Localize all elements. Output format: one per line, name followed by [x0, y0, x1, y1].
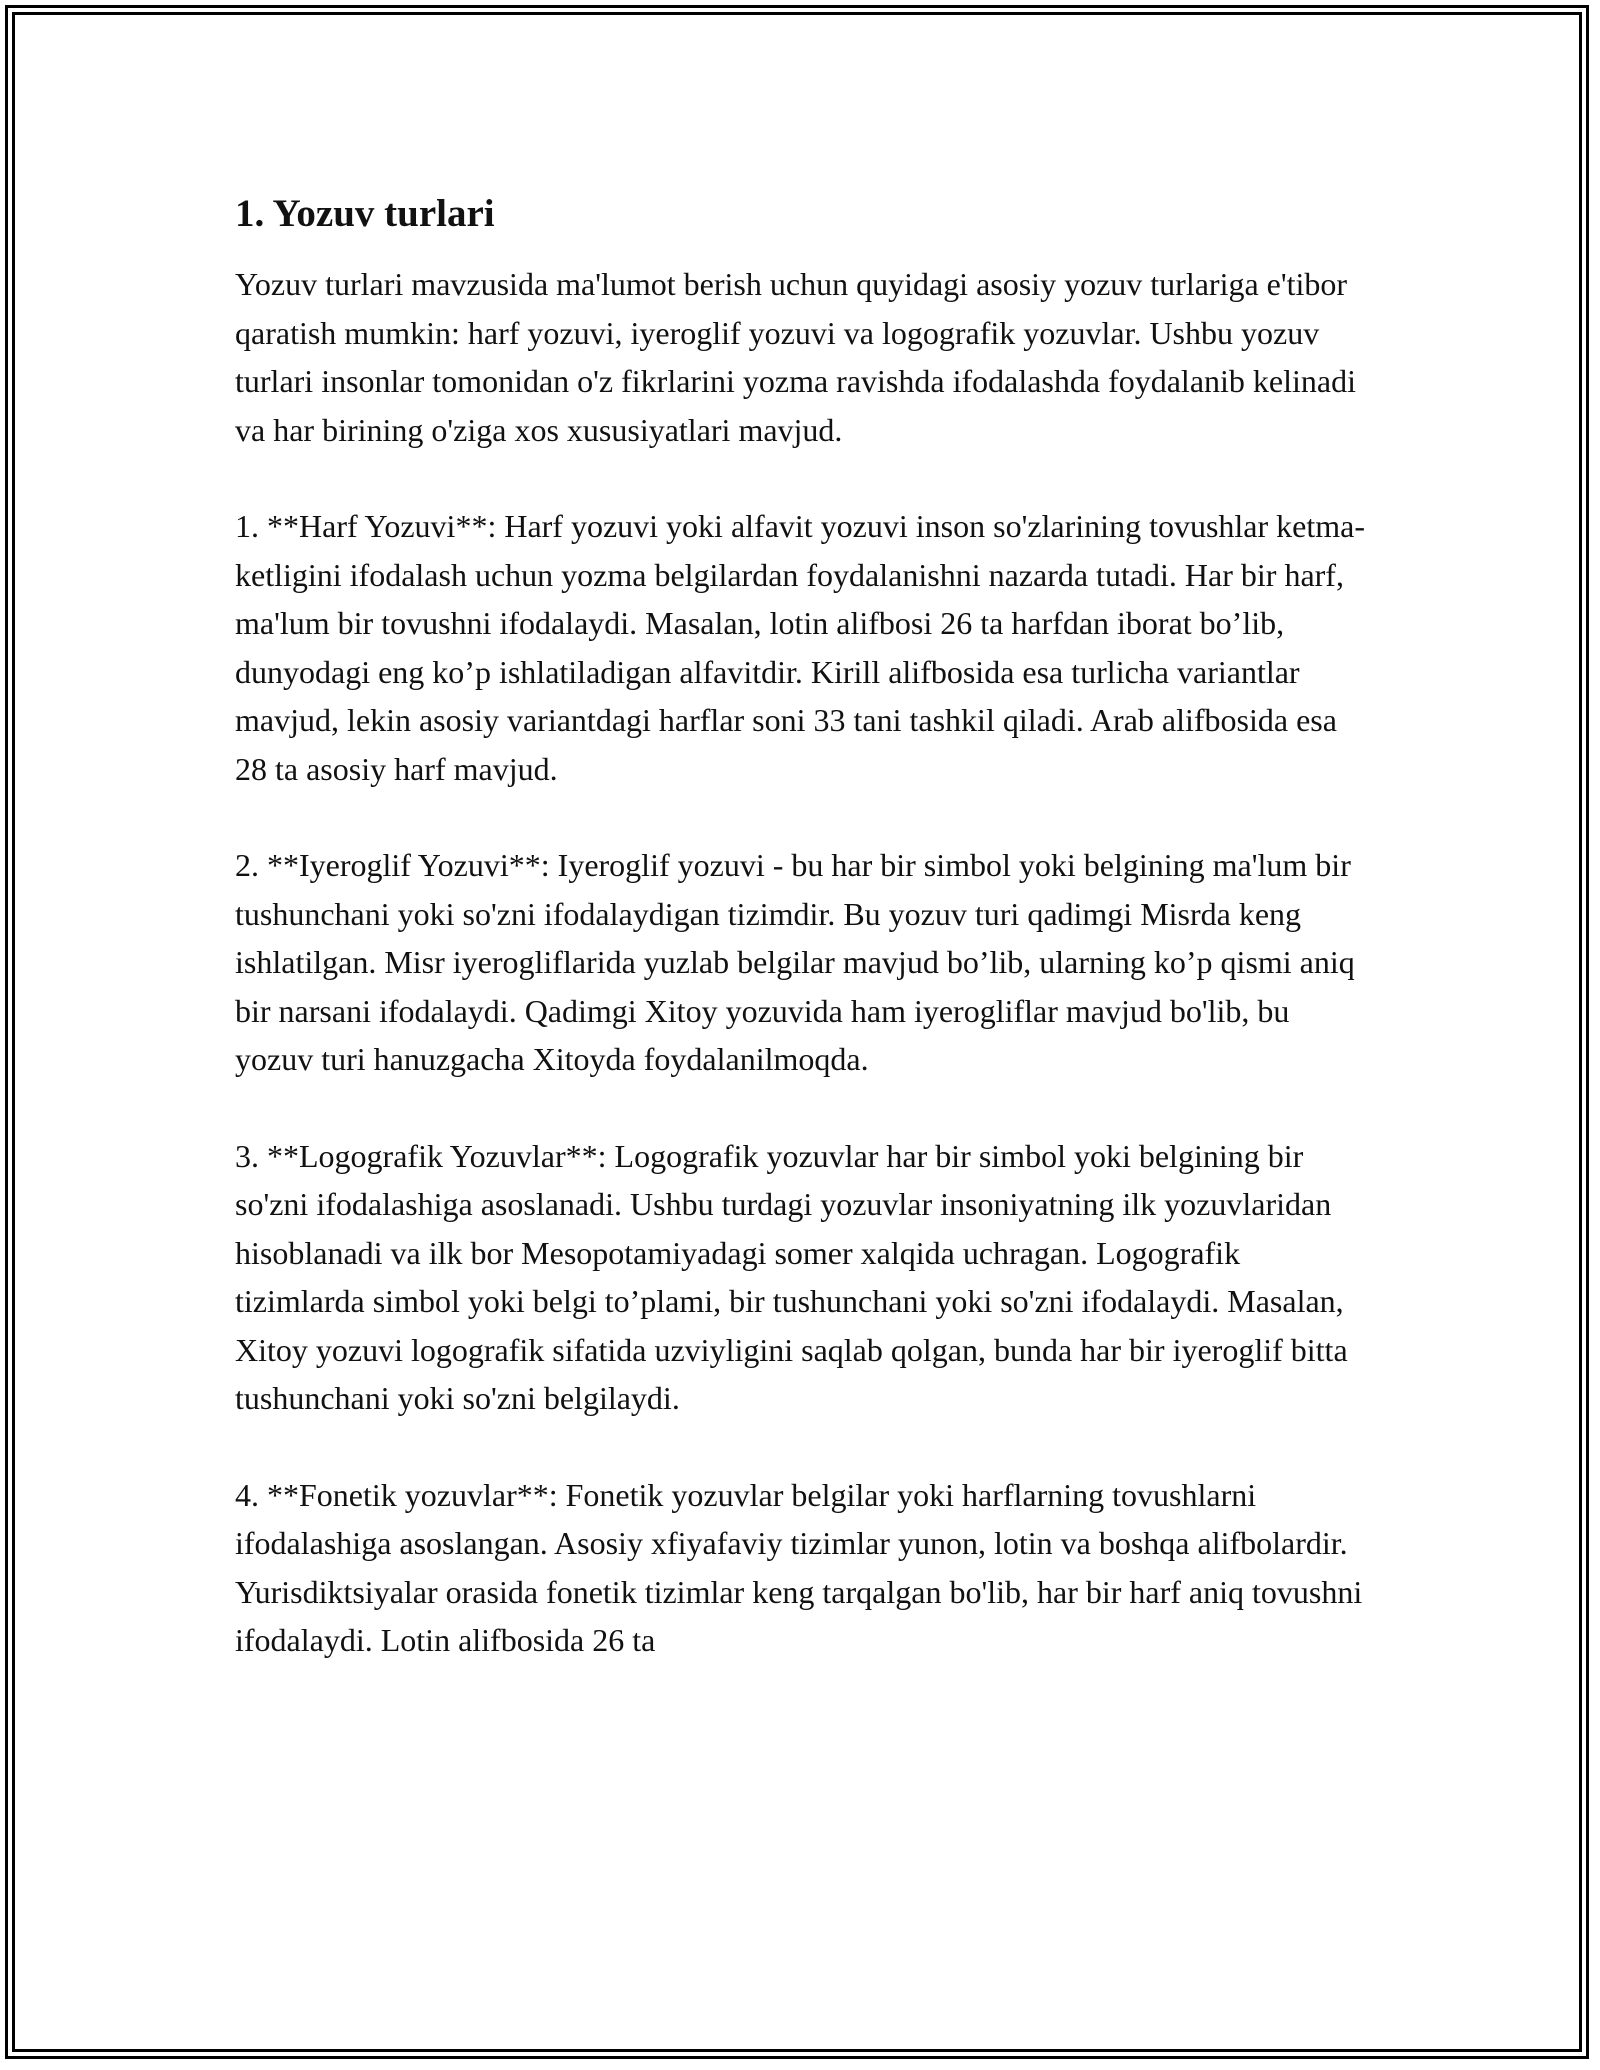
paragraph-fonetik-yozuvlar: 4. **Fonetik yozuvlar**: Fonetik yozuvlar belgilar yoki harflarning tovushlarni ifodalashiga asoslangan. Asosiy xfiyafaviy tizimlar yunon, lotin va boshqa alifbolardir. Yurisdiktsiyalar orasida fonetik tizimlar keng tarqalgan bo'lib, har bir harf aniq tovushni ifodalaydi. Lotin alifbosida 26 ta: [235, 1476, 1363, 1658]
section-heading: 1. Yozuv turlari: [235, 192, 495, 235]
intro-paragraph: Yozuv turlari mavzusida ma'lumot berish uchun quyidagi asosiy yozuv turlariga e'tibor qaratish mumkin: harf yozuvi, iyeroglif yozuvi va logografik yozuvlar. Ushbu yozuv turlari insonlar tomonidan o'z fikrlarini yozma ravishda ifodalashda foydalanib kelinadi va har birining o'ziga xos xususiyatlari mavjud.: [235, 266, 1356, 448]
document-body: [235, 188, 1375, 1665]
paragraph-iyeroglif-yozuvi: 2. **Iyeroglif Yozuvi**: Iyeroglif yozuvi - bu har bir simbol yoki belgining ma'lum bir tushunchani yoki so'zni ifodalaydigan tizimdir. Bu yozuv turi qadimgi Misrda keng ishlatilgan. Misr iyerogliflarida yuzlab belgilar mavjud bo’lib, ularning ko’p qismi aniq bir narsani ifodalaydi. Qadimgi Xitoy yozuvida ham iyerogliflar mavjud bo'lib, bu yozuv turi hanuzgacha Xitoyda foydalanilmoqda.: [235, 847, 1355, 1077]
paragraph-logografik-yozuvlar: 3. **Logografik Yozuvlar**: Logografik yozuvlar har bir simbol yoki belgining bir so'zni ifodalashiga asoslanadi. Ushbu turdagi yozuvlar insoniyatning ilk yozuvlaridan hisoblanadi va ilk bor Mesopotamiyadagi somer xalqida uchragan. Logografik tizimlarda simbol yoki belgi to’plami, bir tushunchani yoki so'zni ifodalaydi. Masalan, Xitoy yozuvi logografik sifatida uzviyligini saqlab qolgan, bunda har bir iyeroglif bitta tushunchani yoki so'zni belgilaydi.: [235, 1137, 1348, 1416]
paragraph-harf-yozuvi: 1. **Harf Yozuvi**: Harf yozuvi yoki alfavit yozuvi inson so'zlarining tovushlar ketma-ketligini ifodalash uchun yozma belgilardan foydalanishni nazarda tutadi. Har bir harf, ma'lum bir tovushni ifodalaydi. Masalan, lotin alifbosi 26 ta harfdan iborat bo’lib, dunyodagi eng ko’p ishlatiladigan alfavitdir. Kirill alifbosida esa turlicha variantlar mavjud, lekin asosiy variantdagi harflar soni 33 tani tashkil qiladi. Arab alifbosida esa 28 ta asosiy harf mavjud.: [235, 508, 1365, 787]
